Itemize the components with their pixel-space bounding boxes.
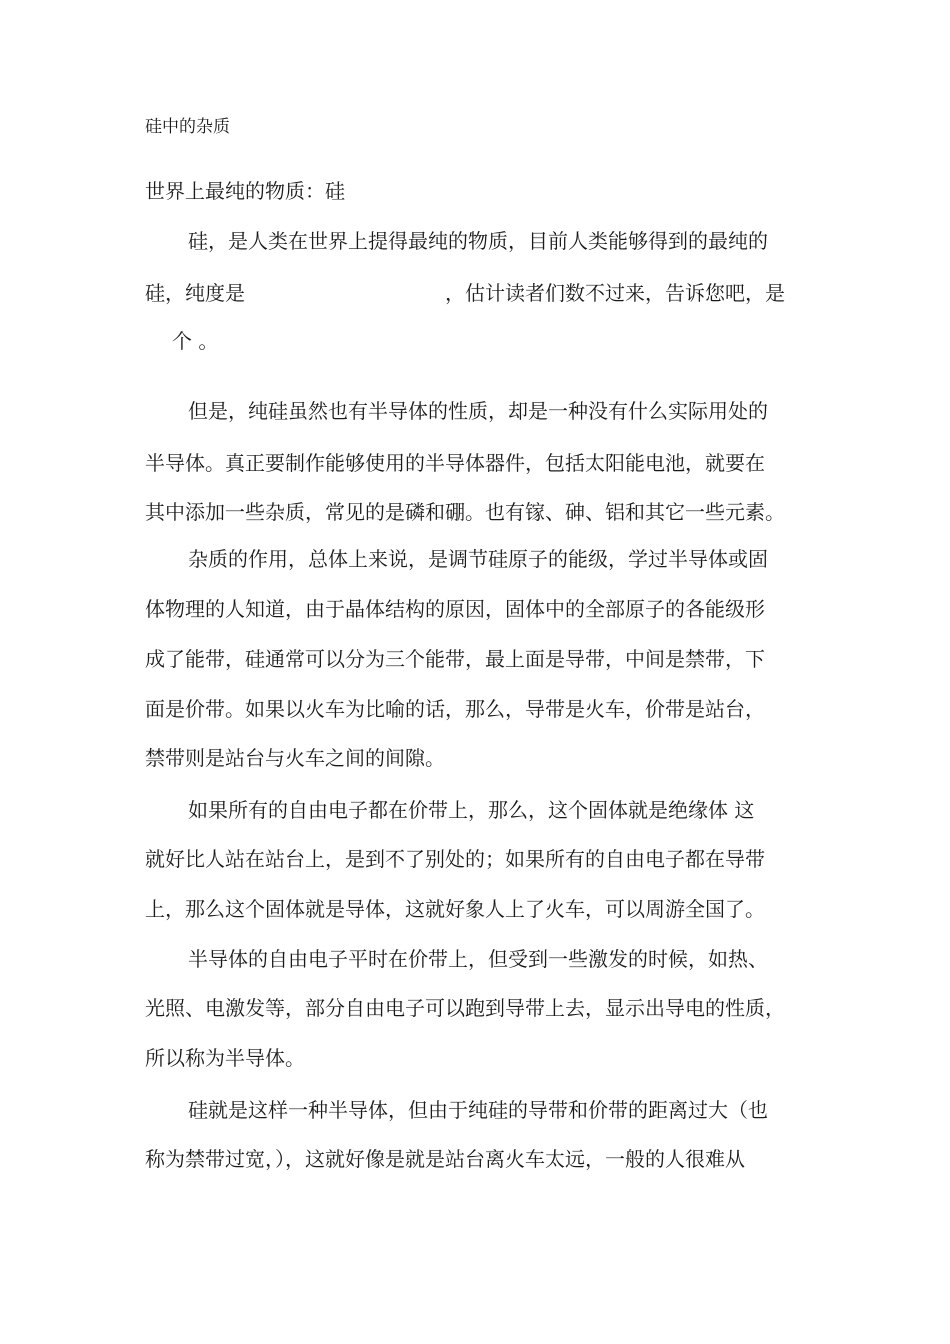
paragraph-6-line-1: 硅就是这样一种半导体，但由于纯硅的导带和价带的距离过大（也	[188, 1098, 768, 1122]
document-subtitle: 世界上最纯的物质：硅	[145, 179, 345, 203]
paragraph-2-line-2: 半导体。真正要制作能够使用的半导体器件，包括太阳能电池，就要在	[145, 451, 765, 475]
paragraph-1-line-3: 个 。	[172, 329, 219, 353]
paragraph-5-line-1: 半导体的自由电子平时在价带上，但受到一些激发的时候，如热、	[188, 947, 768, 971]
paragraph-5-line-3: 所以称为半导体。	[145, 1046, 305, 1070]
paragraph-3-line-2: 体物理的人知道，由于晶体结构的原因，固体中的全部原子的各能级形	[145, 597, 765, 621]
paragraph-2-line-3: 其中添加一些杂质，常见的是磷和硼。也有镓、砷、铝和其它一些元素。	[145, 500, 785, 524]
paragraph-4-line-2: 就好比人站在站台上，是到不了别处的；如果所有的自由电子都在导带	[145, 847, 765, 871]
paragraph-3-line-3: 成了能带，硅通常可以分为三个能带，最上面是导带，中间是禁带，下	[145, 647, 765, 671]
paragraph-5-line-2: 光照、电激发等，部分自由电子可以跑到导带上去，显示出导电的性质，	[145, 996, 785, 1020]
paragraph-1-line-1: 硅，是人类在世界上提得最纯的物质，目前人类能够得到的最纯的	[188, 229, 768, 253]
paragraph-4-line-3: 上，那么这个固体就是导体，这就好象人上了火车，可以周游全国了。	[145, 897, 765, 921]
document-title: 硅中的杂质	[145, 117, 230, 137]
paragraph-1-line-2-end: ，估计读者们数不过来，告诉您吧，是	[445, 281, 785, 305]
paragraph-1-line-2-start: 硅，纯度是	[145, 281, 245, 305]
paragraph-4-line-1: 如果所有的自由电子都在价带上，那么，这个固体就是绝缘体 这	[188, 798, 755, 822]
paragraph-6-line-2: 称为禁带过宽，），这就好像是就是站台离火车太远，一般的人很难从	[145, 1147, 745, 1171]
paragraph-2-line-1: 但是，纯硅虽然也有半导体的性质，却是一种没有什么实际用处的	[188, 399, 768, 423]
paragraph-3-line-4: 面是价带。如果以火车为比喻的话，那么，导带是火车，价带是站台，	[145, 697, 765, 721]
paragraph-3-line-5: 禁带则是站台与火车之间的间隙。	[145, 746, 445, 770]
paragraph-3-line-1: 杂质的作用，总体上来说，是调节硅原子的能级，学过半导体或固	[188, 547, 768, 571]
paragraph-1-line-2	[145, 280, 785, 306]
